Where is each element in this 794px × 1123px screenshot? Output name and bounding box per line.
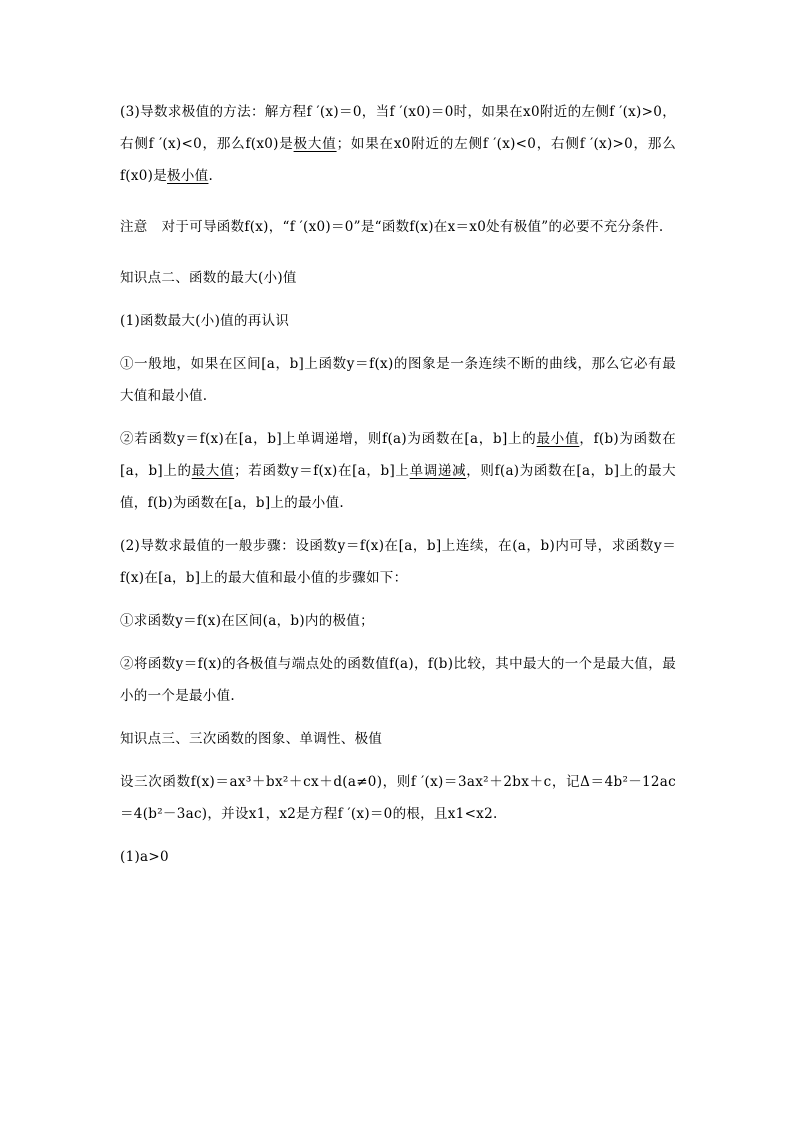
text-segment: ①求函数y＝f(x)在区间(a，b)内的极值； xyxy=(120,613,374,629)
p-item-2 xyxy=(120,423,676,519)
text-segment: ，f(b)为函数在[a，b]上的 xyxy=(120,431,676,479)
text-segment: ；如果在x0附近的左侧f ′(x)<0，右侧f ′(x)>0，那么f(x0)是 xyxy=(120,136,676,184)
p-note xyxy=(120,211,676,243)
p-case-1 xyxy=(120,841,676,873)
p-extreme-method xyxy=(120,96,676,192)
text-segment: . xyxy=(208,168,214,184)
underlined-term: 最大值 xyxy=(191,463,235,479)
p-section-2 xyxy=(120,530,676,594)
document-body xyxy=(120,96,676,873)
text-segment: ；若函数y＝f(x)在[a，b]上 xyxy=(234,463,410,479)
text-segment: 对于可导函数f(x)，“f ′(x0)＝0”是“函数f(x)在x＝x0处有极值”的必要不充分条件. xyxy=(161,219,664,235)
p-knowledge-2 xyxy=(120,262,676,294)
underlined-term: 单调递减 xyxy=(409,463,467,479)
p-step-2 xyxy=(120,648,676,712)
text-segment: (3)导数求极值的方法：解方程f ′(x)＝0，当f ′(x0)＝0时，如果在x0附近的左侧f ′(x)>0，右侧f ′(x)<0，那么f(x0)是 xyxy=(120,104,676,152)
p-cubic xyxy=(120,766,676,830)
text-segment: ②将函数y＝f(x)的各极值与端点处的函数值f(a)，f(b)比较，其中最大的一个是最大值，最小的一个是最小值. xyxy=(120,656,676,704)
text-segment: 注意 xyxy=(120,219,148,235)
underlined-term: 极小值 xyxy=(167,168,209,184)
p-knowledge-3 xyxy=(120,723,676,755)
text-segment: (1)函数最大(小)值的再认识 xyxy=(120,313,290,329)
p-section-1 xyxy=(120,305,676,337)
text-segment: 设三次函数f(x)＝ax³＋bx²＋cx＋d(a≠0)，则f ′(x)＝3ax²＋2bx＋c，记Δ＝4b²－12ac＝4(b²－3ac)，并设x1，x2是方程f ′(x)＝0的根，且x1<x2. xyxy=(120,774,676,822)
text-segment: ，则f(a)为函数在[a，b]上的最大值，f(b)为函数在[a，b]上的最小值. xyxy=(120,463,676,511)
text-segment: (2)导数求最值的一般步骤：设函数y＝f(x)在[a，b]上连续，在(a，b)内可导，求函数y＝f(x)在[a，b]上的最大值和最小值的步骤如下： xyxy=(120,538,676,586)
text-segment: ②若函数y＝f(x)在[a，b]上单调递增，则f(a)为函数在[a，b]上的 xyxy=(120,431,537,447)
underlined-term: 极大值 xyxy=(293,136,337,152)
text-segment: 知识点二、函数的最大(小)值 xyxy=(120,270,297,286)
p-item-1 xyxy=(120,348,676,412)
underlined-term: 最小值 xyxy=(536,431,580,447)
p-step-1 xyxy=(120,605,676,637)
text-segment: (1)a>0 xyxy=(120,849,169,865)
text-segment: ①一般地，如果在区间[a，b]上函数y＝f(x)的图象是一条连续不断的曲线，那么它必有最大值和最小值. xyxy=(120,356,676,404)
text-segment: 知识点三、三次函数的图象、单调性、极值 xyxy=(120,731,383,747)
